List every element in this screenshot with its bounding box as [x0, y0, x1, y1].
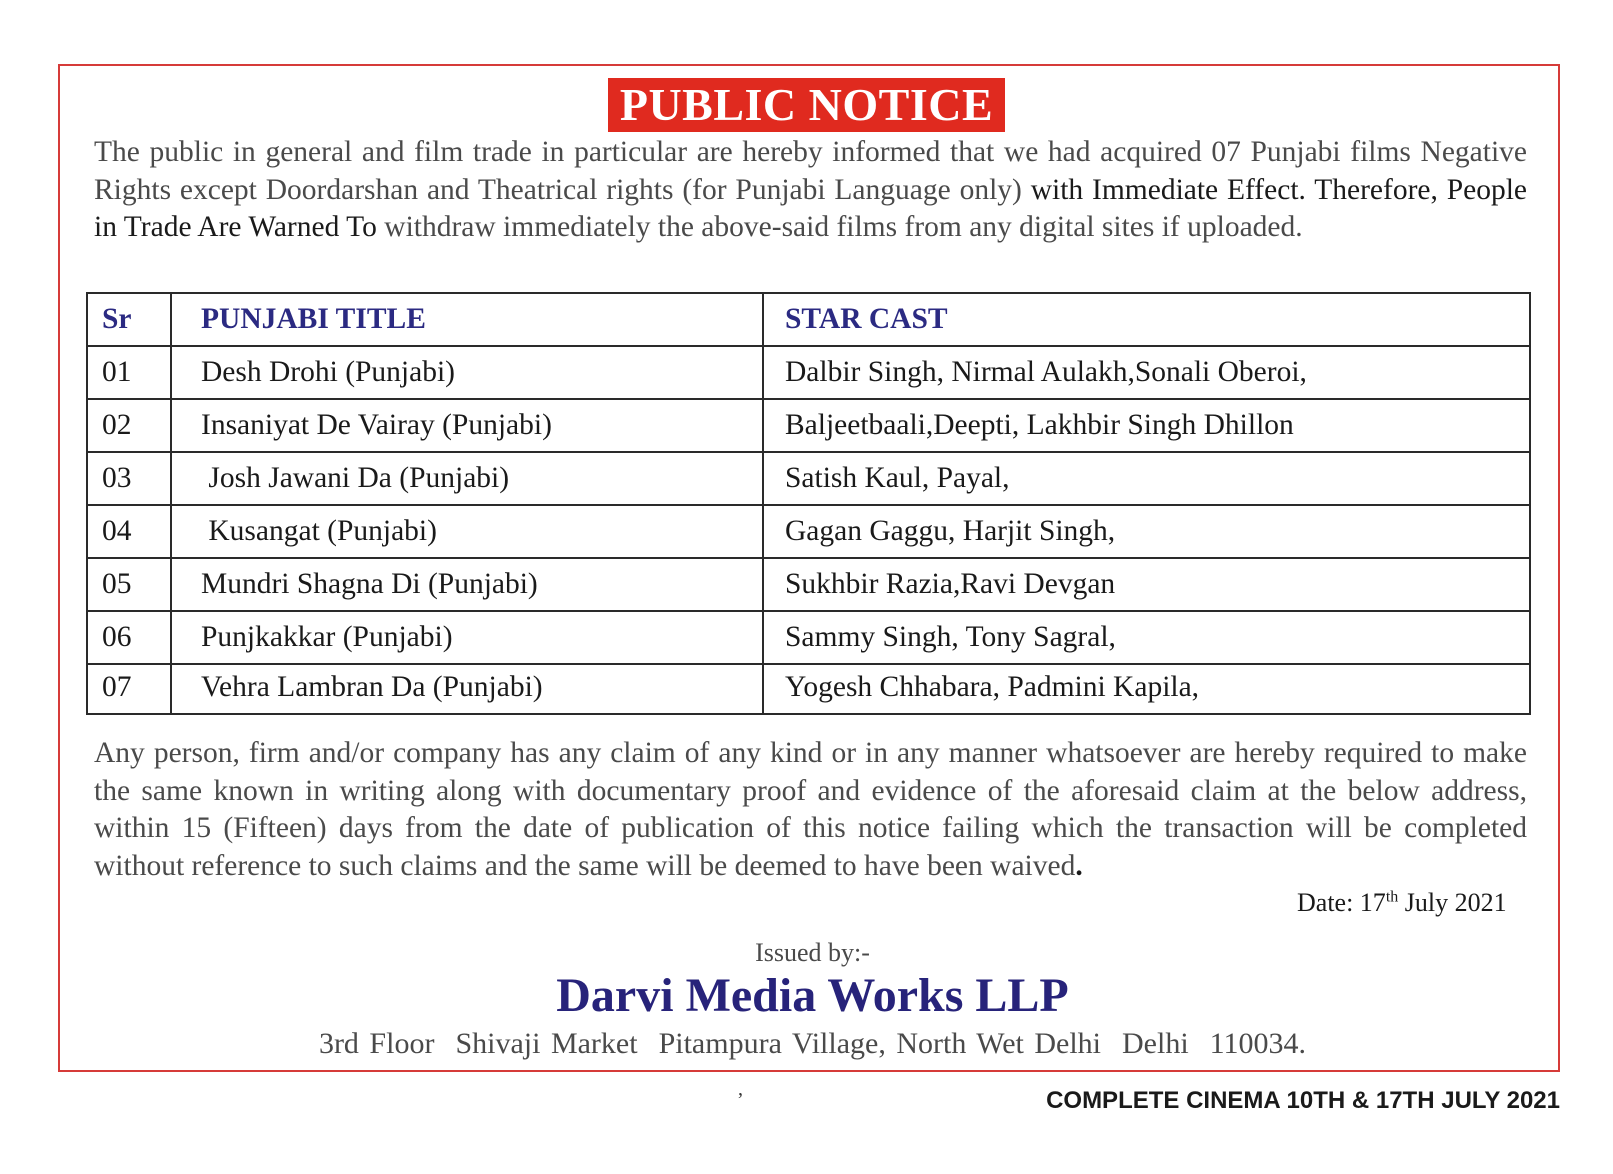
- closing-text: Any person, firm and/or company has any claim of any kind or in any manner whatsoever are hereby required to make the same known in writing along with documentary proof and evidence of the aforesaid claim at the below address, within 15 (Fifteen) days from the date of publication of this notice failing which the transaction will be completed without reference to such claims and the same will be deemed to have been waived: [94, 737, 1527, 882]
- intro-paragraph: [94, 134, 1527, 247]
- date-suffix: th: [1385, 888, 1399, 906]
- table-row: [87, 452, 1530, 505]
- table-row: [87, 611, 1530, 664]
- intro-text-3: withdraw immediately the above-said films from any digital sites if uploaded.: [376, 211, 1303, 243]
- date-prefix: Date: 17: [1297, 888, 1386, 917]
- row-title: Mundri Shagna Di (Punjabi): [171, 558, 763, 611]
- notice-date: [1297, 888, 1507, 918]
- row-title: Vehra Lambran Da (Punjabi): [171, 664, 763, 714]
- row-cast: Satish Kaul, Payal,: [763, 452, 1530, 505]
- row-cast: Baljeetbaali,Deepti, Lakhbir Singh Dhillon: [763, 399, 1530, 452]
- intro-text-2: with Immediate Effect. Therefore, People in Trade Are Warned To: [94, 173, 1528, 243]
- row-cast: Dalbir Singh, Nirmal Aulakh,Sonali Oberoi,: [763, 346, 1530, 399]
- table-header-row: [87, 293, 1530, 346]
- closing-end-mark: .: [1075, 849, 1083, 882]
- table-row: [87, 664, 1530, 714]
- row-title: Insaniyat De Vairay (Punjabi): [171, 399, 763, 452]
- row-title: Josh Jawani Da (Punjabi): [171, 452, 763, 505]
- header-sr: Sr: [87, 293, 171, 346]
- row-sr: 06: [87, 611, 171, 664]
- films-table: [86, 292, 1531, 715]
- table-row: [87, 505, 1530, 558]
- date-rest: July 2021: [1398, 888, 1507, 917]
- closing-paragraph: [94, 735, 1527, 885]
- table-row: [87, 399, 1530, 452]
- row-sr: 02: [87, 399, 171, 452]
- issued-by-label: Issued by:-: [755, 938, 870, 967]
- row-sr: 07: [87, 664, 171, 714]
- company-name: Darvi Media Works LLP: [556, 969, 1069, 1022]
- row-cast: Sukhbir Razia,Ravi Devgan: [763, 558, 1530, 611]
- row-title: Punjkakkar (Punjabi): [171, 611, 763, 664]
- notice-title: PUBLIC NOTICE: [608, 78, 1005, 132]
- header-title: PUNJABI TITLE: [171, 293, 763, 346]
- intro-text-1: The public in general and film trade in particular are hereby informed that we had acquired 07 Punjabi films Negative Rights except Doordarshan and Theatrical rights (for Punjabi Language only): [94, 136, 1527, 206]
- table-row: [87, 558, 1530, 611]
- header-cast: STAR CAST: [763, 293, 1530, 346]
- row-sr: 01: [87, 346, 171, 399]
- row-sr: 04: [87, 505, 171, 558]
- publication-footer: COMPLETE CINEMA 10TH & 17TH JULY 2021: [1046, 1087, 1560, 1114]
- title-wrapper: [0, 78, 1613, 132]
- company-address: 3rd Floor Shivaji Market Pitampura Village, North Wet Delhi Delhi 110034.: [318, 1027, 1307, 1060]
- row-sr: 03: [87, 452, 171, 505]
- row-title: Kusangat (Punjabi): [171, 505, 763, 558]
- table-row: [87, 346, 1530, 399]
- stray-mark: ,: [738, 1078, 743, 1100]
- row-cast: Gagan Gaggu, Harjit Singh,: [763, 505, 1530, 558]
- row-cast: Yogesh Chhabara, Padmini Kapila,: [763, 664, 1530, 714]
- row-cast: Sammy Singh, Tony Sagral,: [763, 611, 1530, 664]
- row-sr: 05: [87, 558, 171, 611]
- row-title: Desh Drohi (Punjabi): [171, 346, 763, 399]
